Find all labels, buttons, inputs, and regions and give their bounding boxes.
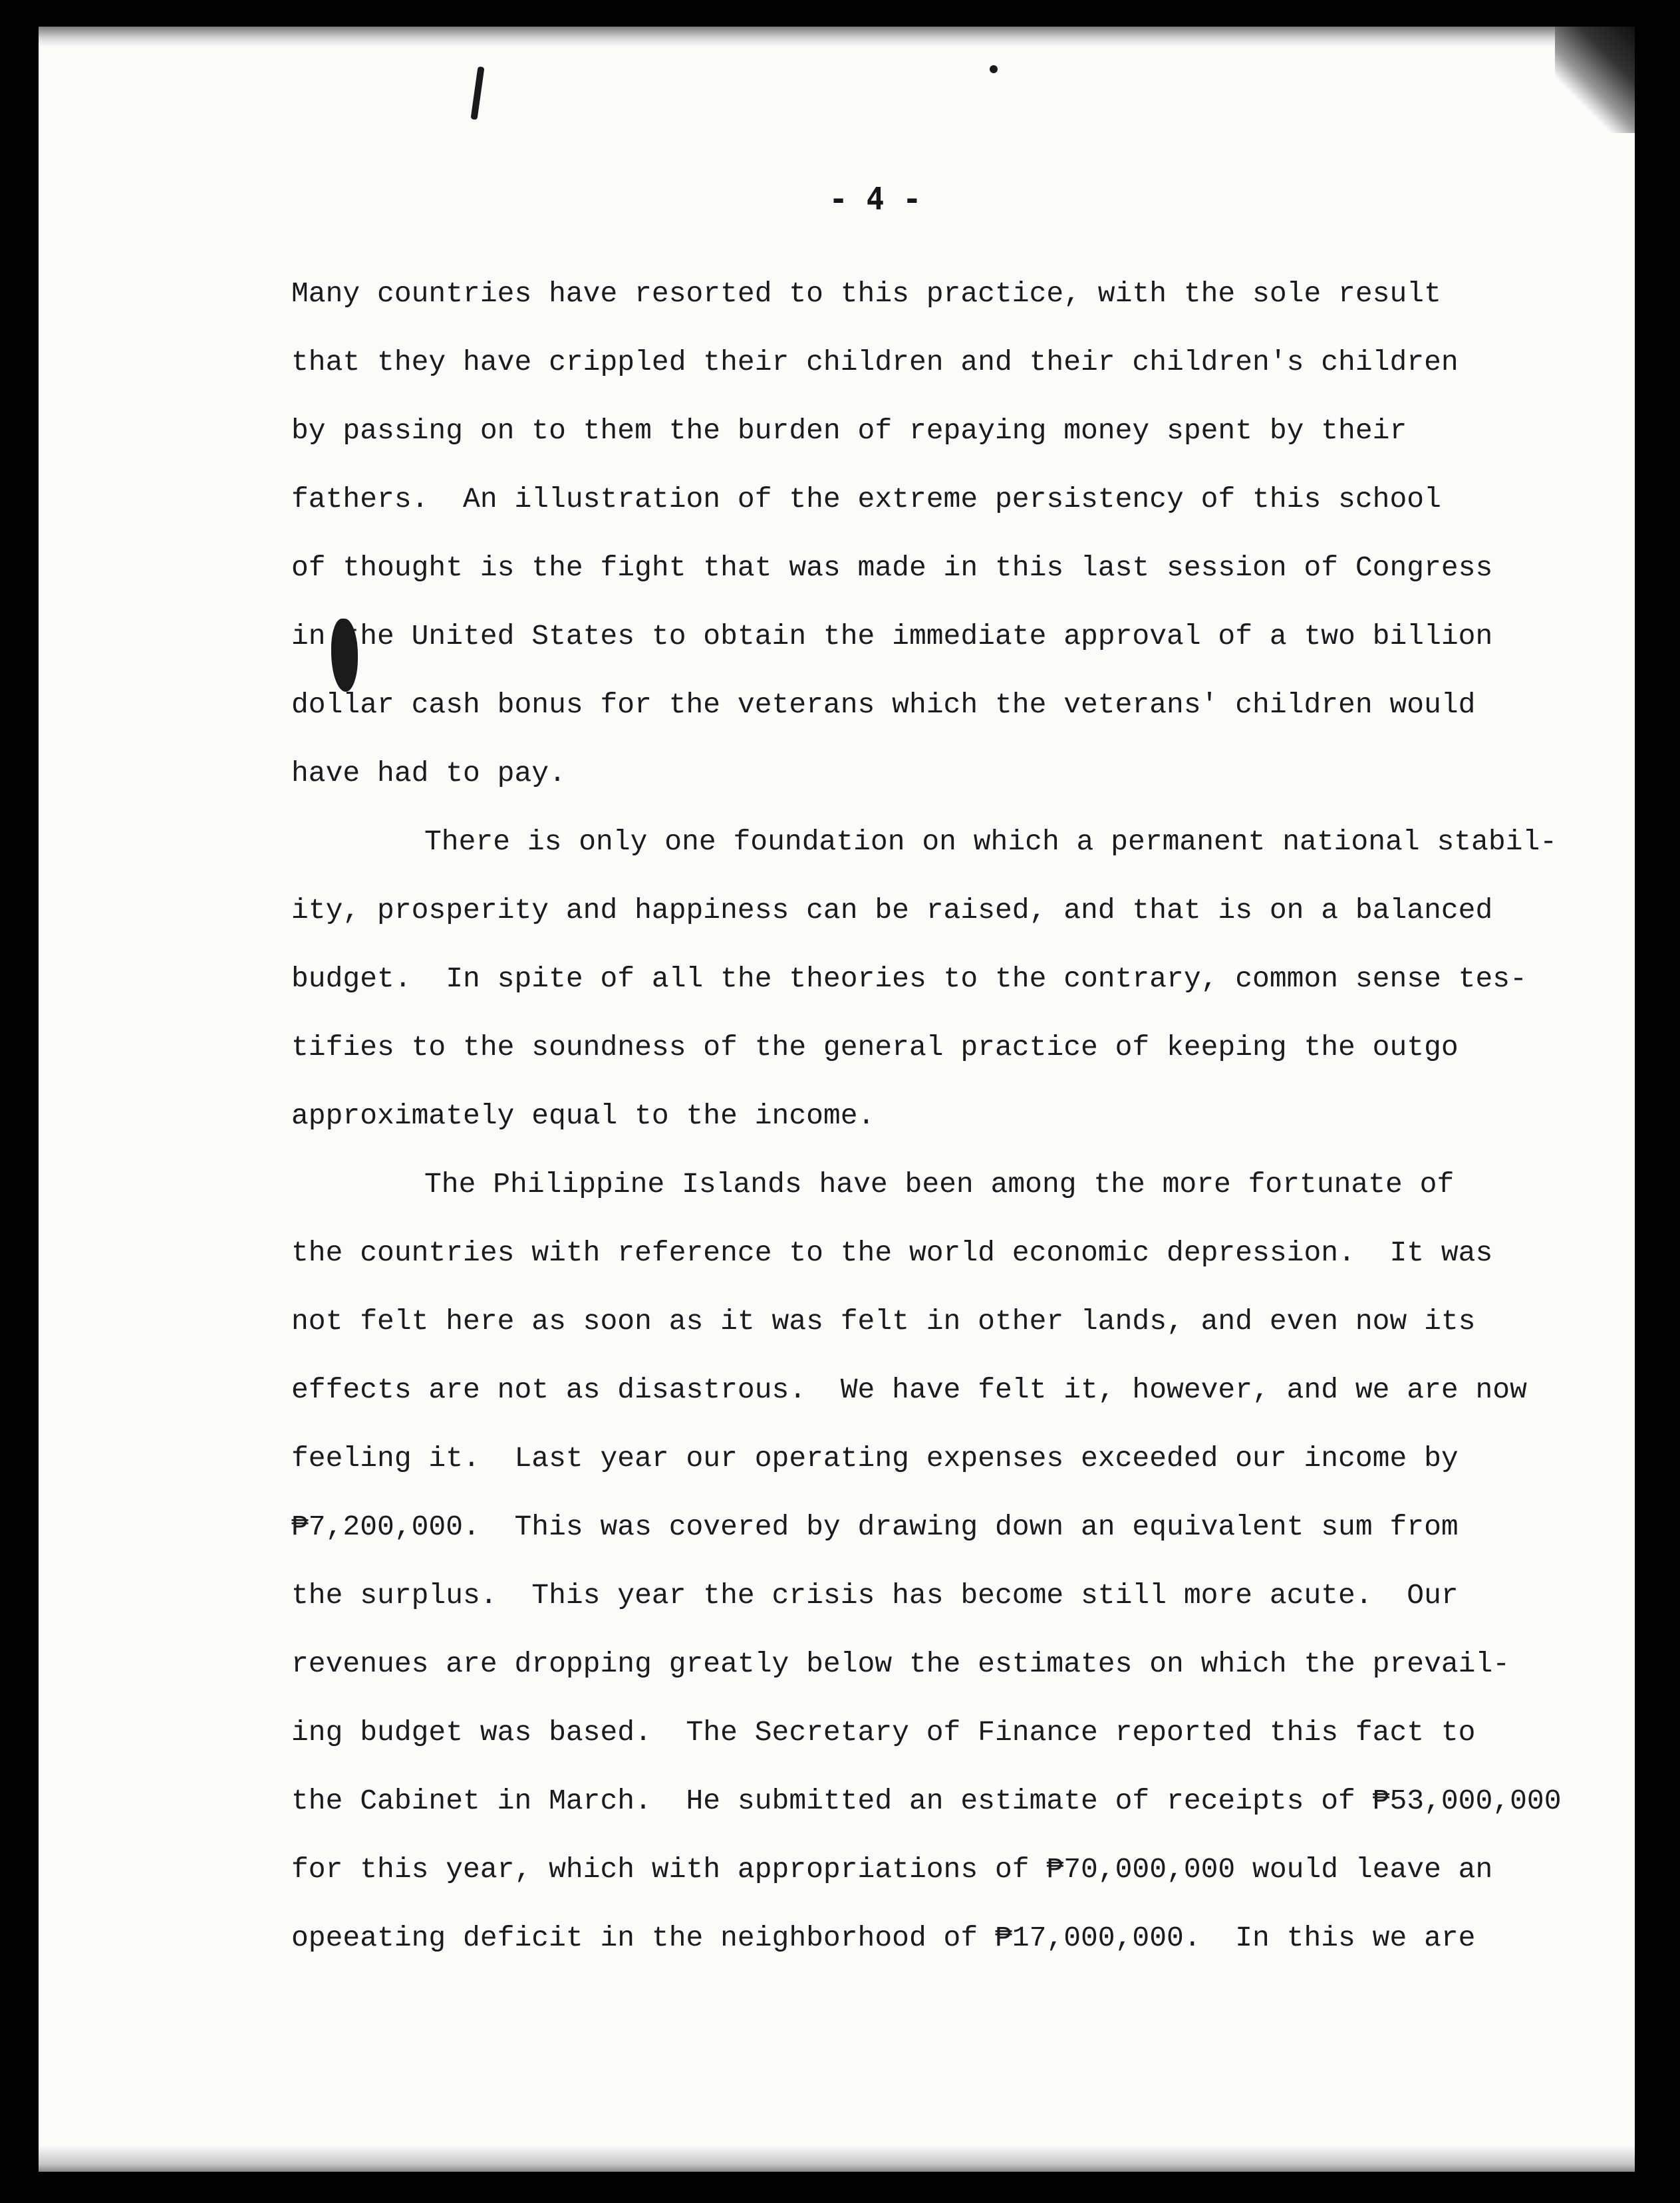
text-line: The Philippine Islands have been among the more fortunate of — [424, 1168, 1455, 1201]
text-line: the Cabinet in March. He submitted an estimate of receipts of ₱53,000,000 — [291, 1785, 1562, 1817]
ink-mark — [470, 67, 484, 120]
text-line: fathers. An illustration of the extreme persistency of this school — [291, 483, 1441, 515]
typed-text-body — [291, 259, 1595, 1972]
text-line: not felt here as soon as it was felt in other lands, and even now its — [291, 1305, 1476, 1338]
text-line: ing budget was based. The Secretary of Finance reported this fact to — [291, 1716, 1476, 1749]
folded-corner — [1555, 27, 1635, 133]
text-line: ₱7,200,000. This was covered by drawing down an equivalent sum from — [291, 1511, 1459, 1543]
text-line: have had to pay. — [291, 757, 566, 790]
text-line: in the United States to obtain the immediate approval of a two billion — [291, 620, 1493, 653]
text-line: opeeating deficit in the neighborhood of ₱17,000,000. In this we are — [291, 1922, 1476, 1954]
ink-mark — [990, 65, 998, 73]
text-line: for this year, which with appropriations of ₱70,000,000 would leave an — [291, 1853, 1493, 1886]
page-top-edge — [39, 27, 1635, 47]
page-bottom-edge — [39, 2145, 1635, 2172]
text-line: the surplus. This year the crisis has become still more acute. Our — [291, 1579, 1459, 1612]
text-line: There is only one foundation on which a permanent national stabil- — [424, 825, 1558, 858]
page-number: - 4 - — [829, 181, 922, 217]
text-line: that they have crippled their children and their children's children — [291, 346, 1459, 378]
text-line: budget. In spite of all the theories to the contrary, common sense tes- — [291, 962, 1527, 995]
text-line: the countries with reference to the world economic depression. It was — [291, 1237, 1493, 1269]
text-line: approximately equal to the income. — [291, 1100, 875, 1132]
text-line: dollar cash bonus for the veterans which the veterans' children would — [291, 688, 1476, 721]
text-line: revenues are dropping greatly below the estimates on which the prevail- — [291, 1648, 1510, 1680]
text-line: effects are not as disastrous. We have felt it, however, and we are now — [291, 1374, 1527, 1406]
text-line: by passing on to them the burden of repaying money spent by their — [291, 414, 1407, 447]
text-line: ity, prosperity and happiness can be raised, and that is on a balanced — [291, 894, 1493, 927]
document-page — [39, 27, 1635, 2172]
text-line: Many countries have resorted to this practice, with the sole result — [291, 277, 1441, 310]
text-line: feeling it. Last year our operating expenses exceeded our income by — [291, 1442, 1459, 1475]
text-line: tifies to the soundness of the general practice of keeping the outgo — [291, 1031, 1459, 1064]
text-line: of thought is the fight that was made in this last session of Congress — [291, 551, 1493, 584]
